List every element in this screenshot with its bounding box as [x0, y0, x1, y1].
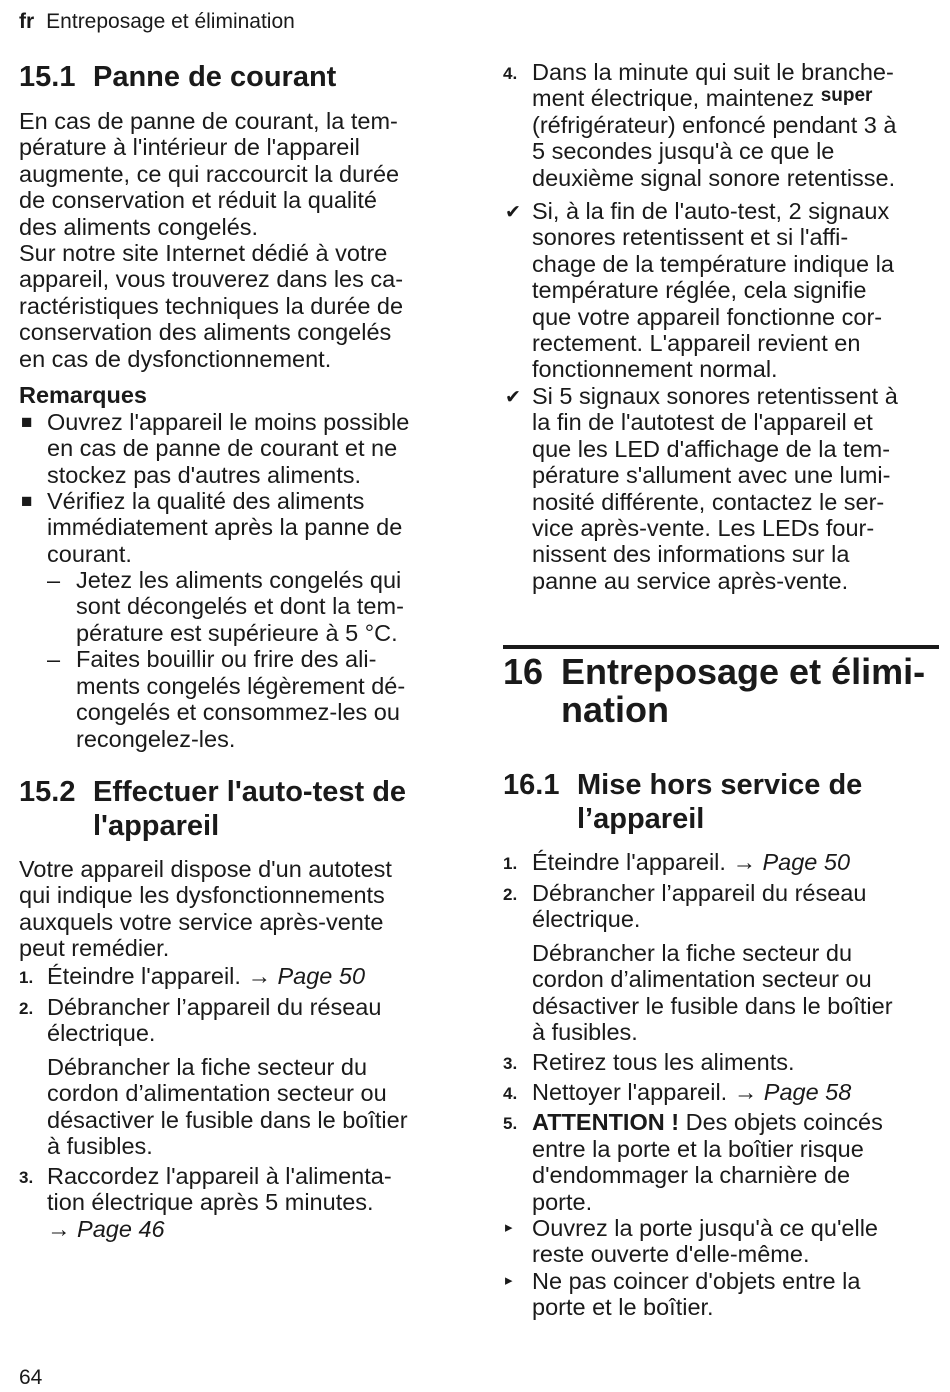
text-line: peut remédier. [19, 935, 170, 961]
language-tag: fr [19, 10, 35, 33]
dash-bullet-icon: – [47, 567, 61, 593]
text-line: entre la porte et la boîtier risque [532, 1136, 864, 1162]
section-number: 15.2 [19, 776, 76, 808]
section-title: l'appareil [93, 810, 220, 842]
text-line: que les LED d'affichage de la tem- [532, 436, 891, 462]
arrow-icon: → [247, 963, 271, 989]
text-line: Débrancher l’appareil du réseau [532, 880, 867, 906]
text-line: Si 5 signaux sonores retentissent à [532, 383, 898, 409]
header-title: Entreposage et élimination [46, 10, 295, 33]
step-number: 2. [503, 885, 518, 904]
text-line: Votre appareil dispose d'un autotest [19, 856, 392, 882]
section-15-2-heading [19, 775, 407, 842]
step-text [47, 963, 365, 989]
step-text-main: Éteindre l'appareil. [532, 849, 726, 875]
text-line: panne au service après-vente. [532, 568, 849, 594]
arrow-icon: → [47, 1216, 71, 1242]
check-icon: ✔ [505, 387, 521, 408]
triangle-bullet-icon: ▸ [505, 1272, 513, 1289]
text-line: Dans la minute qui suit le branche- [532, 59, 894, 85]
step-text-main: Nettoyer l'appareil. [532, 1079, 728, 1105]
text-fragment: ment électrique, maintenez [532, 85, 821, 111]
check-icon: ✔ [505, 202, 521, 223]
text-line: Ne pas coincer d'objets entre la [532, 1268, 861, 1294]
text-line: rectement. L'appareil revient en [532, 330, 861, 356]
step-number: 5. [503, 1114, 518, 1133]
text-line: (réfrigérateur) enfoncé pendant 3 à [532, 112, 897, 138]
arrow-icon: → [733, 1079, 758, 1105]
section-15-1-heading [19, 60, 337, 94]
section-title: Effectuer l'auto-test de [93, 776, 407, 808]
text-line: que votre appareil fonctionne cor- [532, 304, 883, 330]
step-number: 3. [503, 1054, 518, 1073]
text-line: 5 secondes jusqu'à ce que le [532, 138, 835, 164]
text-line: électrique. [532, 906, 641, 932]
text-line: sont décongelés et dont la tem- [76, 593, 404, 619]
step-number: 1. [503, 854, 518, 873]
text-line: pérature à l'intérieur de l'appareil [19, 134, 360, 160]
text-line: porte et le boîtier. [532, 1294, 714, 1320]
text-line: Retirez tous les aliments. [532, 1049, 795, 1075]
text-line: Si, à la fin de l'auto-test, 2 signaux [532, 198, 890, 224]
step-text [532, 1079, 851, 1105]
text-line: Raccordez l'appareil à l'alimenta- [47, 1163, 392, 1189]
text-line: à fusibles. [47, 1133, 153, 1159]
text-line: nissent des informations sur la [532, 541, 850, 567]
text-line: qui indique les dysfonctionnements [19, 882, 385, 908]
text-line: pérature est supérieure à 5 °C. [76, 620, 398, 646]
text-line: chage de la température indique la [532, 251, 894, 277]
text-line: auxquels votre service après-vente [19, 909, 384, 935]
text-line: nosité différente, contactez le ser- [532, 489, 885, 515]
text-line: reste ouverte d'elle-même. [532, 1241, 810, 1267]
text-line: cordon d’alimentation secteur ou [532, 966, 872, 992]
text-line: électrique. [47, 1020, 156, 1046]
text-line [532, 85, 872, 114]
text-line: Vérifiez la qualité des aliments [47, 488, 365, 514]
text-line: pérature s'allument avec une lumi- [532, 462, 891, 488]
text-line: Débrancher l’appareil du réseau [47, 994, 382, 1020]
step-number: 1. [19, 968, 34, 987]
text-line: des aliments congelés. [19, 214, 259, 240]
text-line: ments congelés légèrement dé- [76, 673, 406, 699]
text-line: sonores retentissent et si l'affi- [532, 224, 849, 250]
text-line: tion électrique après 5 minutes. [47, 1189, 374, 1215]
square-bullet-icon: ■ [21, 412, 33, 433]
page-reference-link[interactable]: Page 50 [277, 963, 366, 989]
step-number: 4. [503, 1084, 518, 1103]
text-line: porte. [532, 1189, 593, 1215]
step-text-main: Éteindre l'appareil. [47, 963, 241, 989]
text-line: la fin de l'autotest de l'appareil et [532, 409, 873, 435]
text-line: En cas de panne de courant, la tem- [19, 108, 398, 134]
text-line: ractéristiques techniques la durée de [19, 293, 404, 319]
arrow-icon: → [732, 849, 756, 875]
text-line: désactiver le fusible dans le boîtier [532, 993, 893, 1019]
warning-label: ATTENTION ! [532, 1109, 680, 1135]
text-line [532, 1109, 883, 1135]
text-line: appareil, vous trouverez dans les ca- [19, 266, 404, 292]
text-line: Ouvrez l'appareil le moins possible [47, 409, 410, 435]
text-line: température réglée, cela signifie [532, 277, 867, 303]
triangle-bullet-icon: ▸ [505, 1219, 513, 1236]
text-line: congelés et consommez-les ou [76, 699, 400, 725]
chapter-title: Entreposage et élimi- [561, 651, 926, 692]
text-line: cordon d’alimentation secteur ou [47, 1080, 387, 1106]
text-line: d'endommager la charnière de [532, 1162, 851, 1188]
remarks-title: Remarques [19, 382, 147, 408]
text-line: Sur notre site Internet dédié à votre [19, 240, 388, 266]
dash-bullet-icon: – [47, 646, 61, 672]
text-line: à fusibles. [532, 1019, 638, 1045]
text-line: conservation des aliments congelés [19, 319, 392, 345]
text-line: immédiatement après la panne de [47, 514, 403, 540]
text-line: Ouvrez la porte jusqu'à ce qu'elle [532, 1215, 879, 1241]
step-number: 3. [19, 1168, 34, 1187]
page-reference-link[interactable]: Page 58 [763, 1079, 852, 1105]
text-line: Faites bouillir ou frire des ali- [76, 646, 377, 672]
text-line: stockez pas d'autres aliments. [47, 462, 362, 488]
page-reference-link[interactable]: Page 50 [762, 849, 851, 875]
step-text [532, 849, 850, 875]
text-line: deuxième signal sonore retentisse. [532, 165, 896, 191]
page-number: 64 [19, 1366, 43, 1389]
step-number: 4. [503, 64, 518, 83]
text-line: fonctionnement normal. [532, 356, 778, 382]
chapter-title: nation [561, 689, 669, 730]
page-reference-link[interactable]: Page 46 [77, 1216, 165, 1242]
text-line: Jetez les aliments congelés qui [76, 567, 402, 593]
text-line: courant. [47, 541, 132, 567]
section-number: 15.1 [19, 61, 76, 93]
section-number: 16.1 [503, 769, 560, 801]
section-title: Mise hors service de [577, 769, 863, 801]
chapter-number: 16 [503, 651, 544, 692]
text-line: de conservation et réduit la qualité [19, 187, 377, 213]
square-bullet-icon: ■ [21, 491, 33, 512]
text-line: en cas de dysfonctionnement. [19, 346, 332, 372]
text-line: recongelez-les. [76, 726, 236, 752]
text-line: Débrancher la fiche secteur du [47, 1054, 368, 1080]
super-key-label: super [820, 85, 873, 106]
text-line: désactiver le fusible dans le boîtier [47, 1107, 408, 1133]
step-reference [47, 1216, 165, 1242]
running-header [19, 8, 295, 36]
section-title: Panne de courant [93, 61, 337, 93]
section-title: l’appareil [577, 803, 705, 835]
text-line: vice après-vente. Les LEDs four- [532, 515, 875, 541]
chapter-divider [503, 645, 939, 649]
text-line: en cas de panne de courant et ne [47, 435, 398, 461]
text-fragment: Des objets coincés [679, 1109, 883, 1135]
text-line: Débrancher la fiche secteur du [532, 940, 853, 966]
section-16-1-heading [503, 768, 941, 835]
text-line: augmente, ce qui raccourcit la durée [19, 161, 400, 187]
step-number: 2. [19, 999, 34, 1018]
